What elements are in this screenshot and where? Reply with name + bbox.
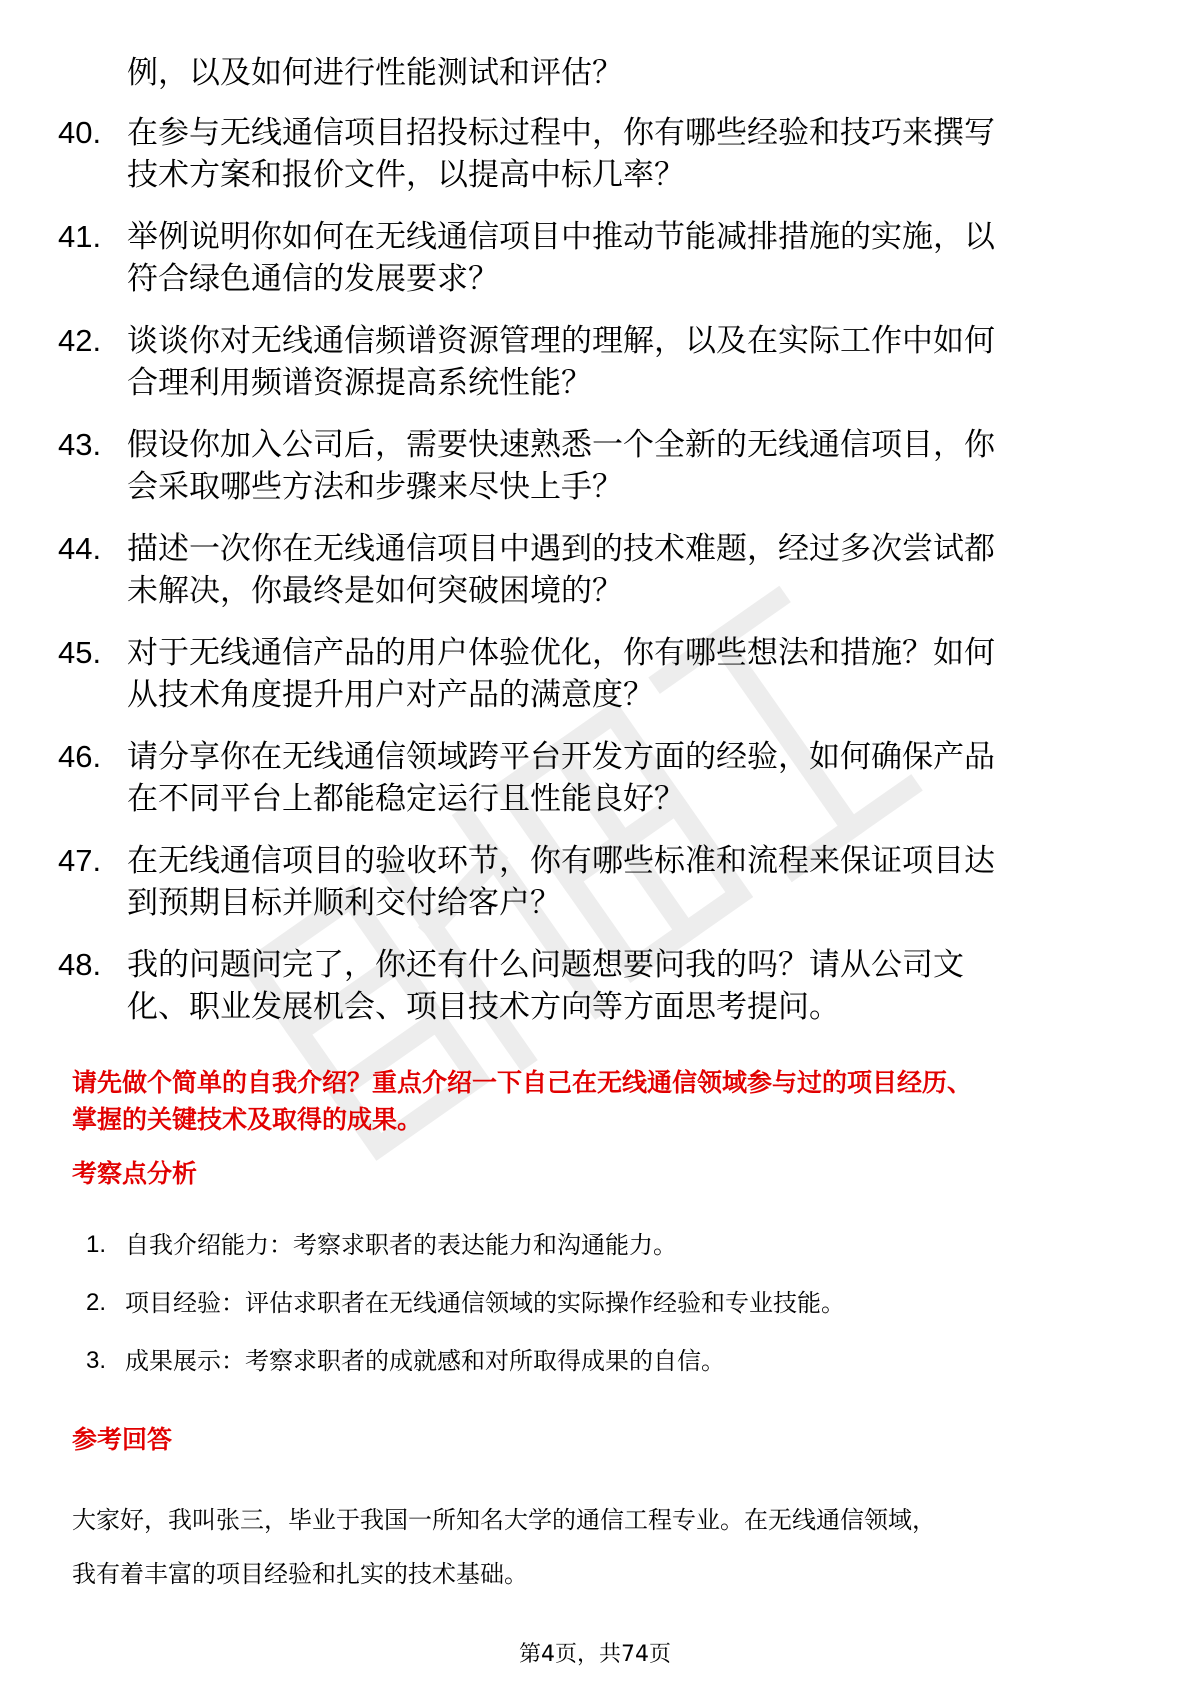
question-text — [127, 632, 1117, 736]
analysis-point — [0, 1286, 1190, 1344]
question-line: 化、职业发展机会、项目技术方向等方面思考提问。 — [127, 989, 840, 1025]
featured-question-line: 请先做个简单的自我介绍？重点介绍一下自己在无线通信领域参与过的项目经历、 — [72, 1068, 973, 1097]
analysis-title: 考察点分析 — [72, 1159, 198, 1188]
question-number: 46. — [58, 739, 102, 774]
question-item-43 — [0, 424, 1190, 528]
question-item-46 — [0, 736, 1190, 840]
question-number: 41. — [58, 219, 102, 254]
analysis-point-text: 自我介绍能力：考察求职者的表达能力和沟通能力。 — [125, 1231, 677, 1259]
featured-question-line: 掌握的关键技术及取得的成果。 — [72, 1105, 423, 1134]
answer-line: 大家好，我叫张三，毕业于我国一所知名大学的通信工程专业。在无线通信领域， — [72, 1506, 936, 1534]
analysis-point-number: 1. — [86, 1231, 107, 1258]
question-line: 符合绿色通信的发展要求？ — [127, 261, 499, 297]
question-item-45 — [0, 632, 1190, 736]
question-item-40 — [0, 112, 1190, 216]
question-line: 合理利用频谱资源提高系统性能？ — [127, 365, 592, 401]
question-number: 44. — [58, 531, 102, 566]
question-line: 请分享你在无线通信领域跨平台开发方面的经验，如何确保产品 — [127, 739, 995, 775]
question-line: 会采取哪些方法和步骤来尽快上手？ — [127, 469, 623, 505]
question-item-47 — [0, 840, 1190, 944]
analysis-list — [0, 1228, 1190, 1402]
question-text — [127, 320, 1117, 424]
question-list — [0, 112, 1190, 1048]
question-text — [127, 736, 1117, 840]
question-line: 描述一次你在无线通信项目中遇到的技术难题，经过多次尝试都 — [127, 531, 995, 567]
question-number: 48. — [58, 947, 102, 982]
question-line: 从技术角度提升用户对产品的满意度？ — [127, 677, 654, 713]
question-line: 未解决，你最终是如何突破困境的？ — [127, 573, 623, 609]
question-item-42 — [0, 320, 1190, 424]
question-line: 在无线通信项目的验收环节，你有哪些标准和流程来保证项目达 — [127, 843, 995, 879]
question-line: 在参与无线通信项目招投标过程中，你有哪些经验和技巧来撰写 — [127, 115, 995, 151]
question-line: 举例说明你如何在无线通信项目中推动节能减排措施的实施，以 — [127, 219, 995, 255]
question-text — [127, 840, 1117, 944]
question-line: 到预期目标并顺利交付给客户？ — [127, 885, 561, 921]
featured-question — [72, 1064, 1132, 1138]
question-line: 技术方案和报价文件，以提高中标几率？ — [127, 157, 685, 193]
question-number: 45. — [58, 635, 102, 670]
question-item-44 — [0, 528, 1190, 632]
analysis-point — [0, 1344, 1190, 1402]
question-number: 47. — [58, 843, 102, 878]
page-footer: 第4页，共74页 — [519, 1642, 671, 1667]
reference-answer-title: 参考回答 — [72, 1425, 173, 1454]
question-item-48 — [0, 944, 1190, 1048]
question-number: 43. — [58, 427, 102, 462]
question-item-41 — [0, 216, 1190, 320]
answer-line: 我有着丰富的项目经验和扎实的技术基础。 — [72, 1560, 528, 1588]
analysis-point-number: 2. — [86, 1289, 107, 1316]
question-continuation-line: 例，以及如何进行性能测试和评估？ — [127, 55, 623, 91]
question-text — [127, 112, 1117, 216]
question-number: 40. — [58, 115, 102, 150]
question-line: 在不同平台上都能稳定运行且性能良好？ — [127, 781, 685, 817]
question-text — [127, 424, 1117, 528]
analysis-point — [0, 1228, 1190, 1286]
question-text — [127, 528, 1117, 632]
question-line: 假设你加入公司后，需要快速熟悉一个全新的无线通信项目，你 — [127, 427, 995, 463]
question-line: 对于无线通信产品的用户体验优化，你有哪些想法和措施？如何 — [127, 635, 995, 671]
reference-answer-body — [72, 1493, 1132, 1601]
analysis-point-number: 3. — [86, 1347, 107, 1374]
question-text — [127, 216, 1117, 320]
analysis-point-text: 项目经验：评估求职者在无线通信领域的实际操作经验和专业技能。 — [125, 1289, 845, 1317]
question-text — [127, 944, 1117, 1048]
question-line: 谈谈你对无线通信频谱资源管理的理解，以及在实际工作中如何 — [127, 323, 995, 359]
question-number: 42. — [58, 323, 102, 358]
analysis-point-text: 成果展示：考察求职者的成就感和对所取得成果的自信。 — [125, 1347, 725, 1375]
question-line: 我的问题问完了，你还有什么问题想要问我的吗？请从公司文 — [127, 947, 964, 983]
